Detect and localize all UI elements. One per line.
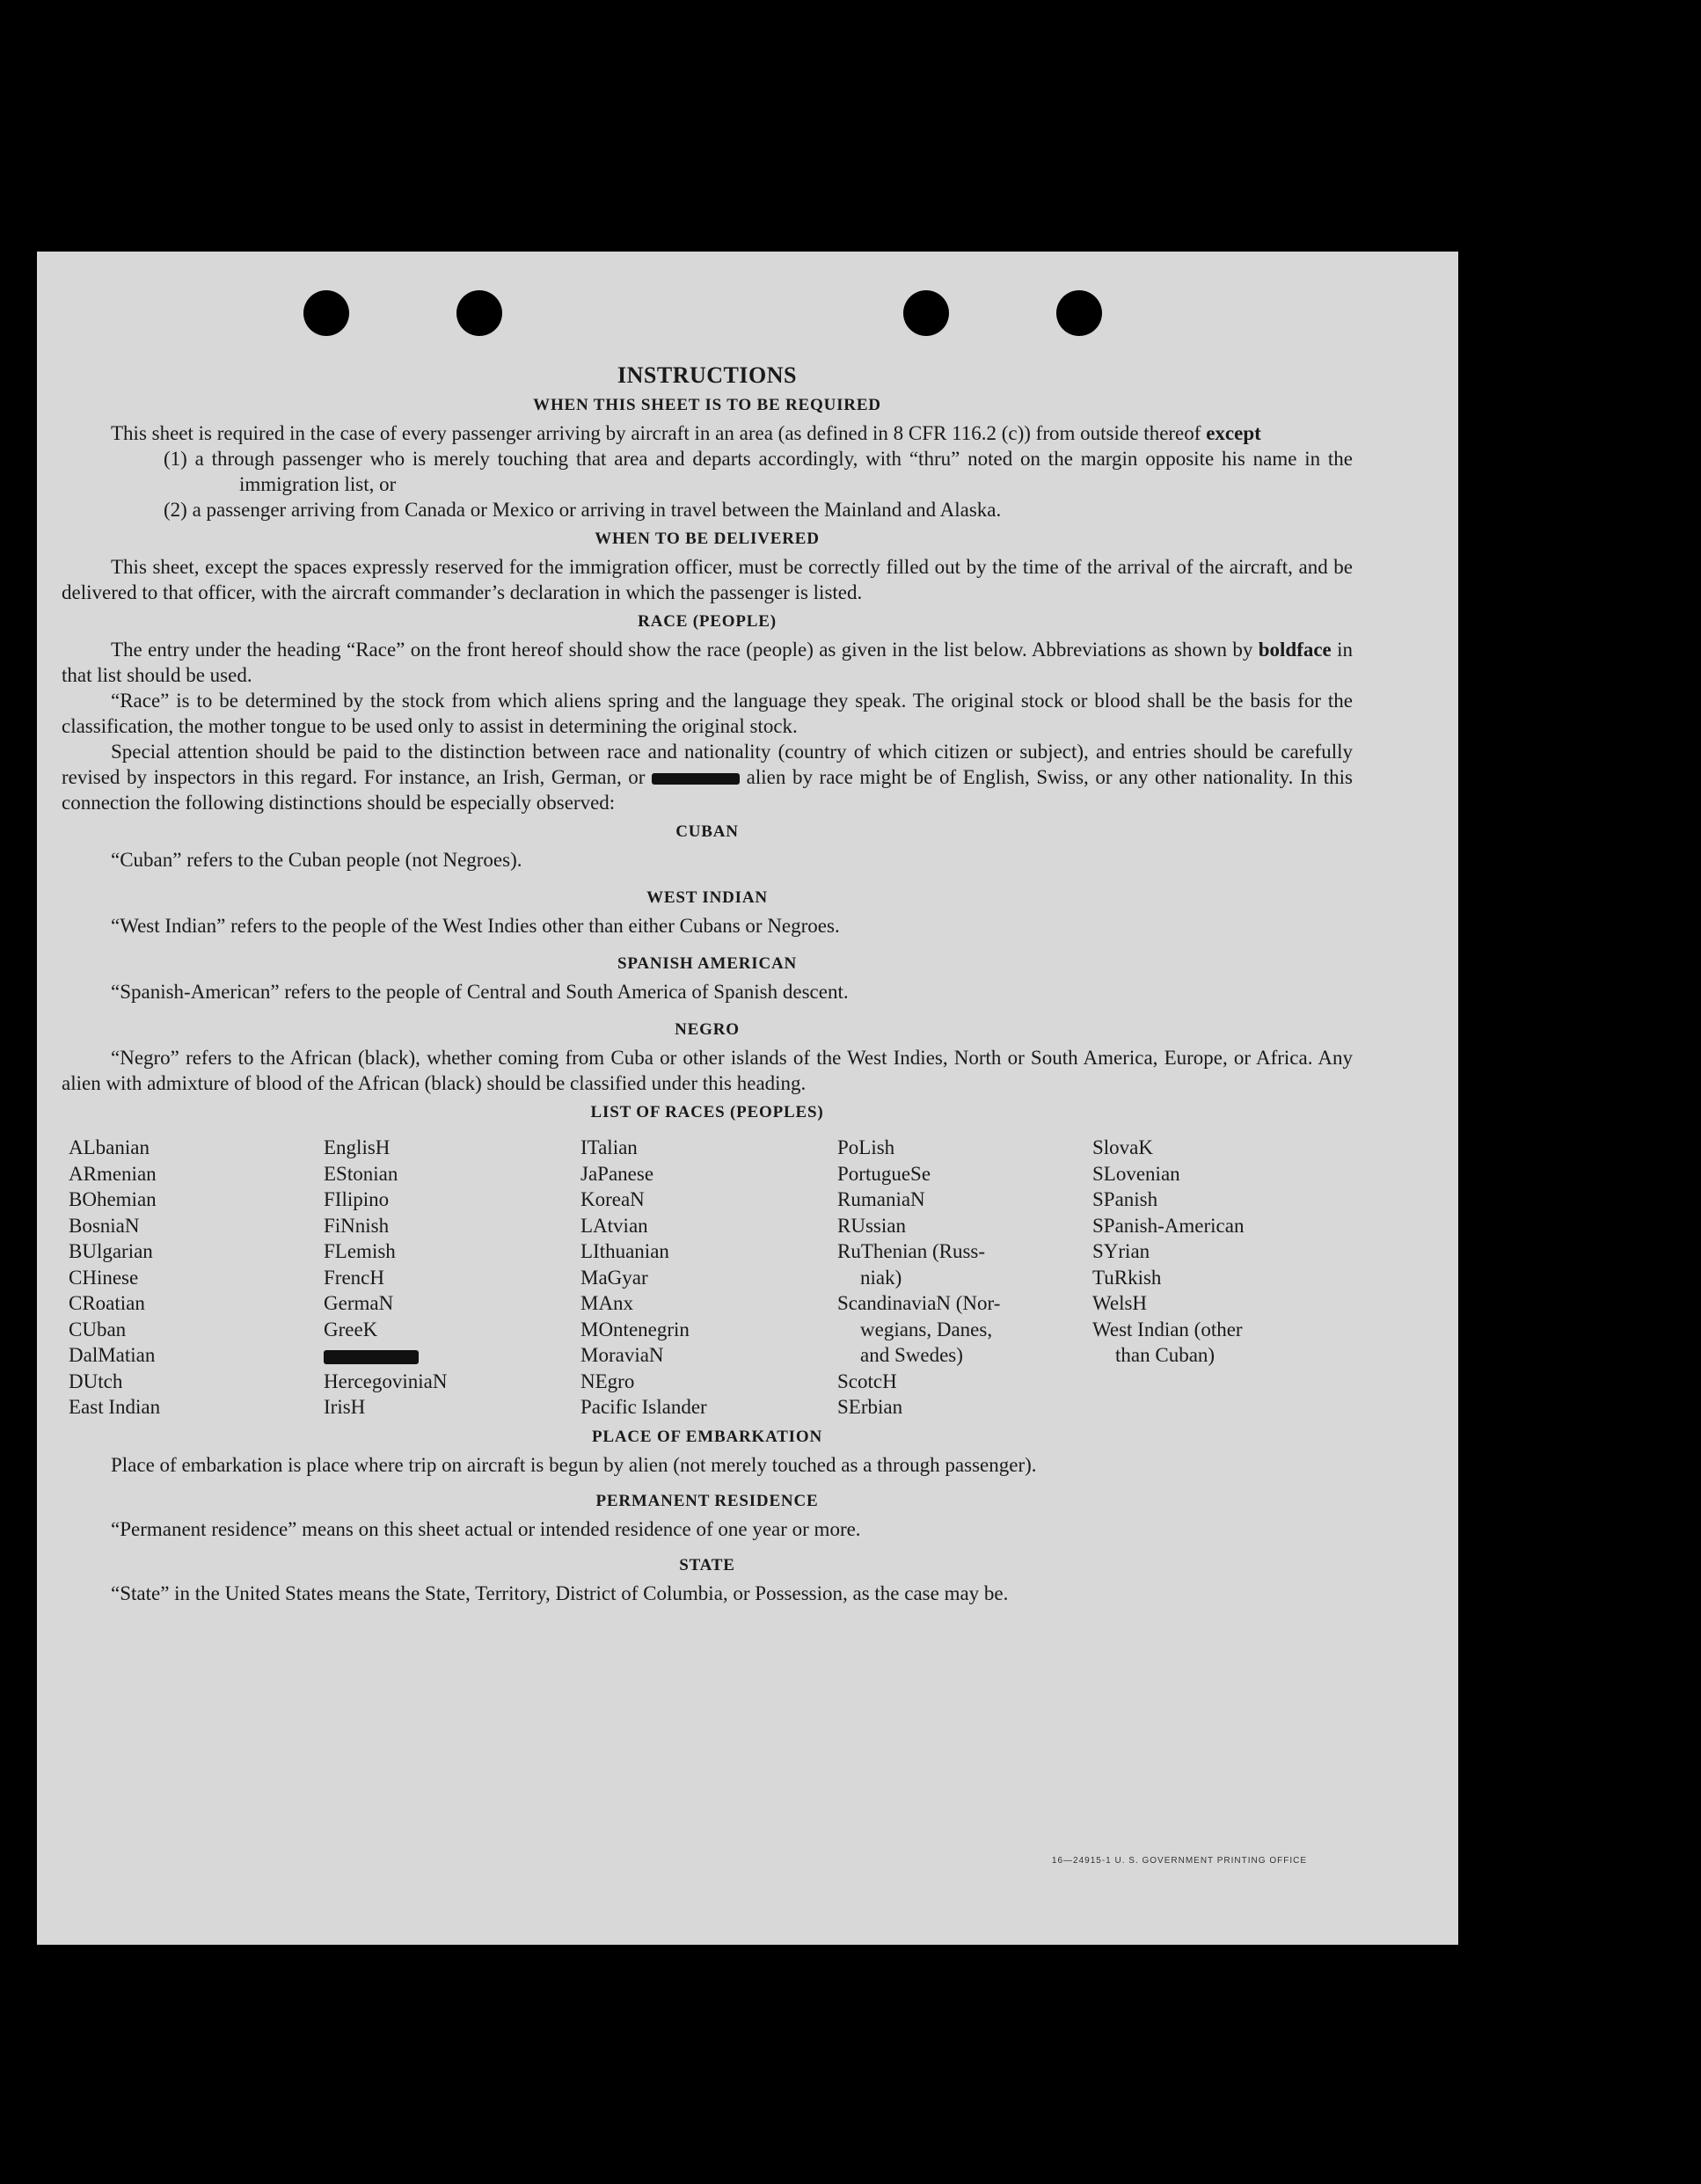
race-entry: ALbanian <box>69 1136 150 1158</box>
race-entry: CHinese <box>69 1266 139 1289</box>
embarkation-text: Place of embarkation is place where trip on aircraft is begun by alien (not merely touched as a through passenger). <box>111 1453 1037 1476</box>
race-entry-continued: than Cuban) <box>1115 1344 1216 1366</box>
race-entry: SPanish <box>1092 1188 1158 1210</box>
race-entry-continued: niak) <box>860 1266 902 1289</box>
race-entry-redacted <box>324 1342 580 1369</box>
heading-west-indian: WEST INDIAN <box>646 888 768 907</box>
state-text: “State” in the United States means the State, Territory, District of Columbia, or Possession, as the case may be. <box>111 1581 1009 1604</box>
races-column-3 <box>580 1135 837 1421</box>
race-entry: SLovenian <box>1092 1162 1180 1185</box>
race-entry: WelsH <box>1092 1292 1148 1314</box>
spanish-american-text: “Spanish-American” refers to the people of Central and South America of Spanish descent. <box>111 981 849 1003</box>
cuban-text: “Cuban” refers to the Cuban people (not Negroes). <box>111 849 522 871</box>
race-entry-continued: and Swedes) <box>860 1344 963 1366</box>
race-entry: MoraviaN <box>580 1344 664 1366</box>
race-entry: BUlgarian <box>69 1240 153 1262</box>
heading-when-delivered: WHEN TO BE DELIVERED <box>595 530 820 548</box>
residence-text: “Permanent residence” means on this sheet actual or intended residence of one year or more. <box>111 1517 861 1540</box>
punch-hole <box>303 290 349 336</box>
race-entry: CRoatian <box>69 1292 145 1314</box>
redaction-mark <box>652 773 740 785</box>
heading-place-of-embarkation: PLACE OF EMBARKATION <box>592 1427 822 1446</box>
race-entry: East Indian <box>69 1396 161 1418</box>
printer-imprint: 16—24915-1 U. S. GOVERNMENT PRINTING OFFICE <box>1051 1856 1307 1866</box>
race-entry: RumaniaN <box>837 1188 925 1210</box>
race-entry: FiNnish <box>324 1214 390 1237</box>
negro-text: “Negro” refers to the African (black), whether coming from Cuba or other islands of the West Indies, North or South America, Europe, or Africa. Any alien with admixture of blood of the African (black) should be classified under this heading. <box>62 1047 1353 1094</box>
exception-item-2: (2) a passenger arriving from Canada or Mexico or arriving in travel between the Mainland and Alaska. <box>164 499 1002 521</box>
race-entry: ITalian <box>580 1136 638 1158</box>
instructions-body <box>62 362 1353 1606</box>
instruction-sheet <box>37 252 1458 1945</box>
race-entry: ScandinaviaN (Nor- <box>837 1292 1001 1314</box>
race-entry: LAtvian <box>580 1214 648 1237</box>
race-entry: TuRkish <box>1092 1266 1162 1289</box>
race-entry: BOhemian <box>69 1188 157 1210</box>
race-entry: SPanish-American <box>1092 1214 1245 1237</box>
west-indian-text: “West Indian” refers to the people of the West Indies other than either Cubans or Negroes. <box>111 915 840 937</box>
race-entry: ScotcH <box>837 1370 897 1392</box>
race-paragraph-3: Special attention should be paid to the distinction between race and nationality (country of which citizen or subject), and entries should be carefully revised by inspectors in this regard. For instance, an Irish, German, or alien by race might be of English, Swiss, or any other nationality. In this connection the following distinctions should be especially observed: <box>62 741 1353 814</box>
heading-negro: NEGRO <box>675 1020 740 1039</box>
races-list <box>69 1135 1353 1421</box>
redaction-mark <box>324 1350 419 1364</box>
race-entry: GreeK <box>324 1318 378 1340</box>
race-entry: LIthuanian <box>580 1240 669 1262</box>
race-entry: SYrian <box>1092 1240 1150 1262</box>
race-entry: FIlipino <box>324 1188 390 1210</box>
race-entry: ARmenian <box>69 1162 157 1185</box>
race-entry: GermaN <box>324 1292 394 1314</box>
race-entry: MAnx <box>580 1292 634 1314</box>
race-entry-continued: wegians, Danes, <box>860 1318 993 1340</box>
race-entry: KoreaN <box>580 1188 645 1210</box>
race-entry: DalMatian <box>69 1344 156 1366</box>
race-entry: BosniaN <box>69 1214 140 1237</box>
race-entry: RUssian <box>837 1214 906 1237</box>
race-entry: DUtch <box>69 1370 123 1392</box>
race-entry: JaPanese <box>580 1162 654 1185</box>
race-entry: SlovaK <box>1092 1136 1153 1158</box>
heading-state: STATE <box>679 1555 735 1574</box>
race-entry: RuThenian (Russ- <box>837 1240 986 1262</box>
race-entry: MaGyar <box>580 1266 648 1289</box>
race-entry: EnglisH <box>324 1136 391 1158</box>
race-entry: MOntenegrin <box>580 1318 690 1340</box>
race-entry: PoLish <box>837 1136 895 1158</box>
race-entry: EStonian <box>324 1162 398 1185</box>
heading-race: RACE (PEOPLE) <box>638 612 777 631</box>
punch-hole <box>456 290 502 336</box>
race-entry: West Indian (other <box>1092 1318 1243 1340</box>
race-entry: IrisH <box>324 1396 366 1418</box>
race-entry: FrencH <box>324 1266 384 1289</box>
races-column-1 <box>69 1135 324 1421</box>
page-title: INSTRUCTIONS <box>617 362 797 388</box>
race-paragraph-1: The entry under the heading “Race” on the front hereof should show the race (people) as given in the list below. Abbreviations as shown by boldface in that list should be used. <box>62 639 1354 686</box>
race-entry: SErbian <box>837 1396 903 1418</box>
heading-permanent-residence: PERMANENT RESIDENCE <box>595 1491 819 1510</box>
race-entry: FLemish <box>324 1240 396 1262</box>
races-column-5 <box>1092 1135 1356 1421</box>
heading-spanish-american: SPANISH AMERICAN <box>617 954 798 973</box>
races-column-4 <box>837 1135 1092 1421</box>
when-required-intro: This sheet is required in the case of every passenger arriving by aircraft in an area (as defined in 8 CFR 116.2 (c)) from outside thereof except <box>111 422 1261 444</box>
races-column-2 <box>324 1135 580 1421</box>
race-paragraph-2: “Race” is to be determined by the stock from which aliens spring and the language they speak. The original stock or blood shall be the basis for the classification, the mother tongue to be used only to assist in determining the original stock. <box>62 690 1353 737</box>
punch-hole <box>1056 290 1102 336</box>
race-entry: HercegoviniaN <box>324 1370 448 1392</box>
heading-cuban: CUBAN <box>675 822 739 841</box>
race-entry: Pacific Islander <box>580 1396 707 1418</box>
heading-list-of-races: LIST OF RACES (PEOPLES) <box>590 1103 824 1121</box>
heading-when-required: WHEN THIS SHEET IS TO BE REQUIRED <box>533 396 881 414</box>
when-delivered-text: This sheet, except the spaces expressly reserved for the immigration officer, must be correctly filled out by the time of the arrival of the aircraft, and be delivered to that officer, with the aircraft commander’s declaration in which the passenger is listed. <box>62 556 1353 603</box>
race-entry: PortugueSe <box>837 1162 931 1185</box>
race-entry: CUban <box>69 1318 127 1340</box>
punch-hole <box>903 290 949 336</box>
race-entry: NEgro <box>580 1370 635 1392</box>
exception-item-1: (1) a through passenger who is merely touching that area and departs accordingly, with “thru” noted on the margin opposite his name in the immigration list, or <box>164 448 1353 495</box>
